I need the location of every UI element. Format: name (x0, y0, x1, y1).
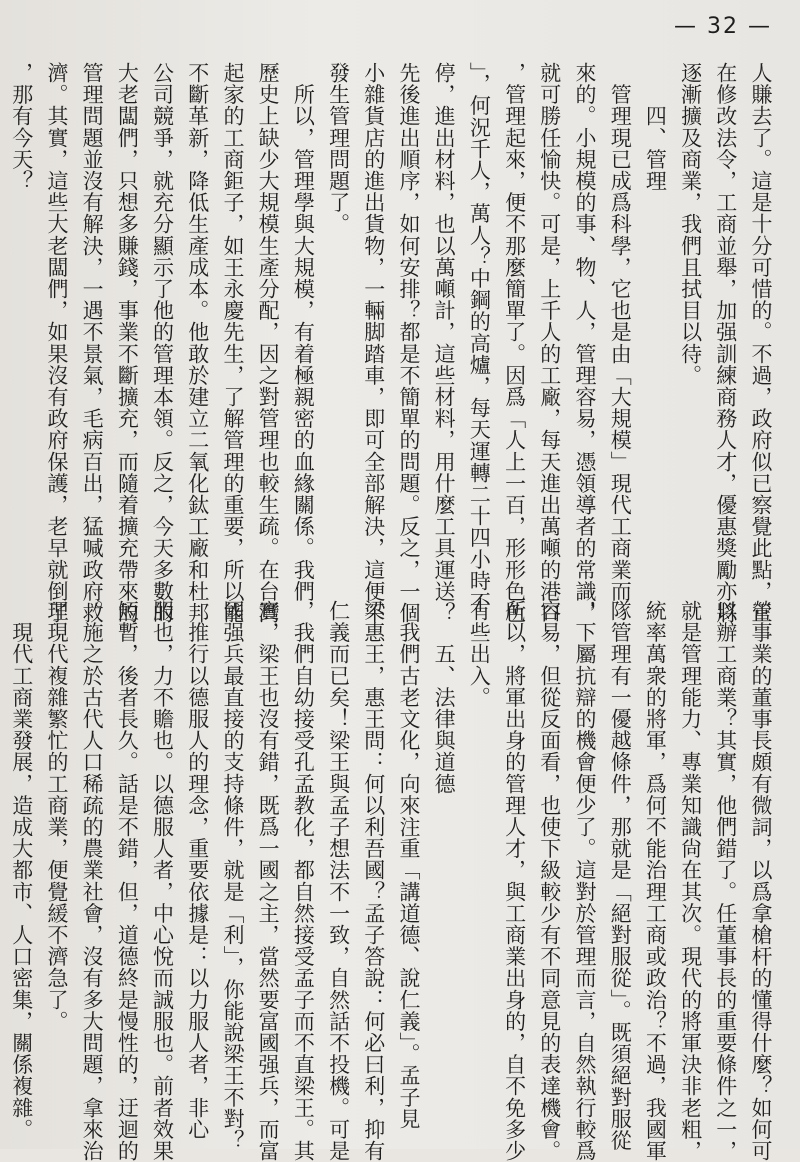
page-number: — 32 — (674, 14, 772, 39)
upper-text-block: 人賺去了。這是十分可惜的。不過，政府似已察覺此點，正 在修改法令，工商並舉，加强訓練商務人才，優惠獎勵亦將 逐漸擴及商業，我們且拭目以待。 四、管理 管理現已成爲科學，它也是由「大規模」現代工商業而 來的。小規模的事、物、人，管理容易，憑領導者的常識， 就可勝任愉快。可是，上千人的工廠，每天進出萬噸的港口 ，管理起來，便不那麼簡單了。因爲「人上一百，形形色色 」，何況千人，萬人？中鋼的高爐，每天運轉二十四小時不 停，進出材料，也以萬噸計，這些材料，用什麼工具運送？ 先後進出順序，如何安排？都是不簡單的問題。反之，一個 小雜貨店的進出貨物，一輛脚踏車，即可全部解決，這便不 發生管理問題了。 所以，管理學與大規模，有着極親密的血緣關係。我們 歷史上缺少大規模生產分配，因之對管理也較生疏。在台灣 起家的工商鉅子，如王永慶先生，了解管理的重要，所以能 不斷革新，降低生產成本。他敢於建立二氧化鈦工廠和杜邦 公司競爭，就充分顯示了他的管理本領。反之，今天多數的 大老闆們，只想多賺錢，事業不斷擴充，而隨着擴充帶來的 管理問題並沒有解決，一遇不景氣，毛病百出，猛喊政府救 濟。其實，這些大老闆們，如果沒有政府保護，老早就倒了 ，那有今天？ (9, 62, 773, 624)
lower-text-block: 營事業的董事長頗有微詞，以爲拿槍杆的懂得什麼？如何可 以辦工商業？其實，他們錯了。任董事長的重要條件之一， 就是管理能力、專業知識尙在其次。現代的將軍決非老粗， 統率萬衆的將軍，爲何不能治理工商或政治？不過，我國軍 隊管理有一優越條件，那就是「絕對服從」。既須絕對服從 ，下屬抗辯的機會便少了。這對於管理而言，自然執行較爲 容易，但從反面看，也使下級較少有不同意見的表達機會。 所以，將軍出身的管理人才，與工商業出身的，自不免多少 有些出入。 五、法律與道德 我們古老文化，向來注重「講道德、說仁義」。孟子見 梁惠王，惠王問：何以利吾國？孟子答說：何必曰利，抑有 仁義而已矣！梁王與孟子想法不一致，自然話不投機。可是 ，我們自幼接受孔孟教化，都自然接受孟子而不直梁王。其 實，梁王也沒有錯，既爲一國之主，當然要富國强兵，而富 國强兵最直接的支持條件，就是「利」，你能說梁王不對？ 推行以德服人的理念，重要依據是：以力服人者，非心 服也，力不贍也。以德服人者，中心悅而誠服也。前者效果 短暫，後者長久。話是不錯，但，道德終是慢性的，迂迴的 。施之於古代人口稀疏的農業社會，沒有多大問題，拿來治 理現代複雜繁忙的工商業，便覺緩不濟急了。 現代工商業發展，造成大都市、人口密集，關係複雜。 (9, 600, 773, 1162)
